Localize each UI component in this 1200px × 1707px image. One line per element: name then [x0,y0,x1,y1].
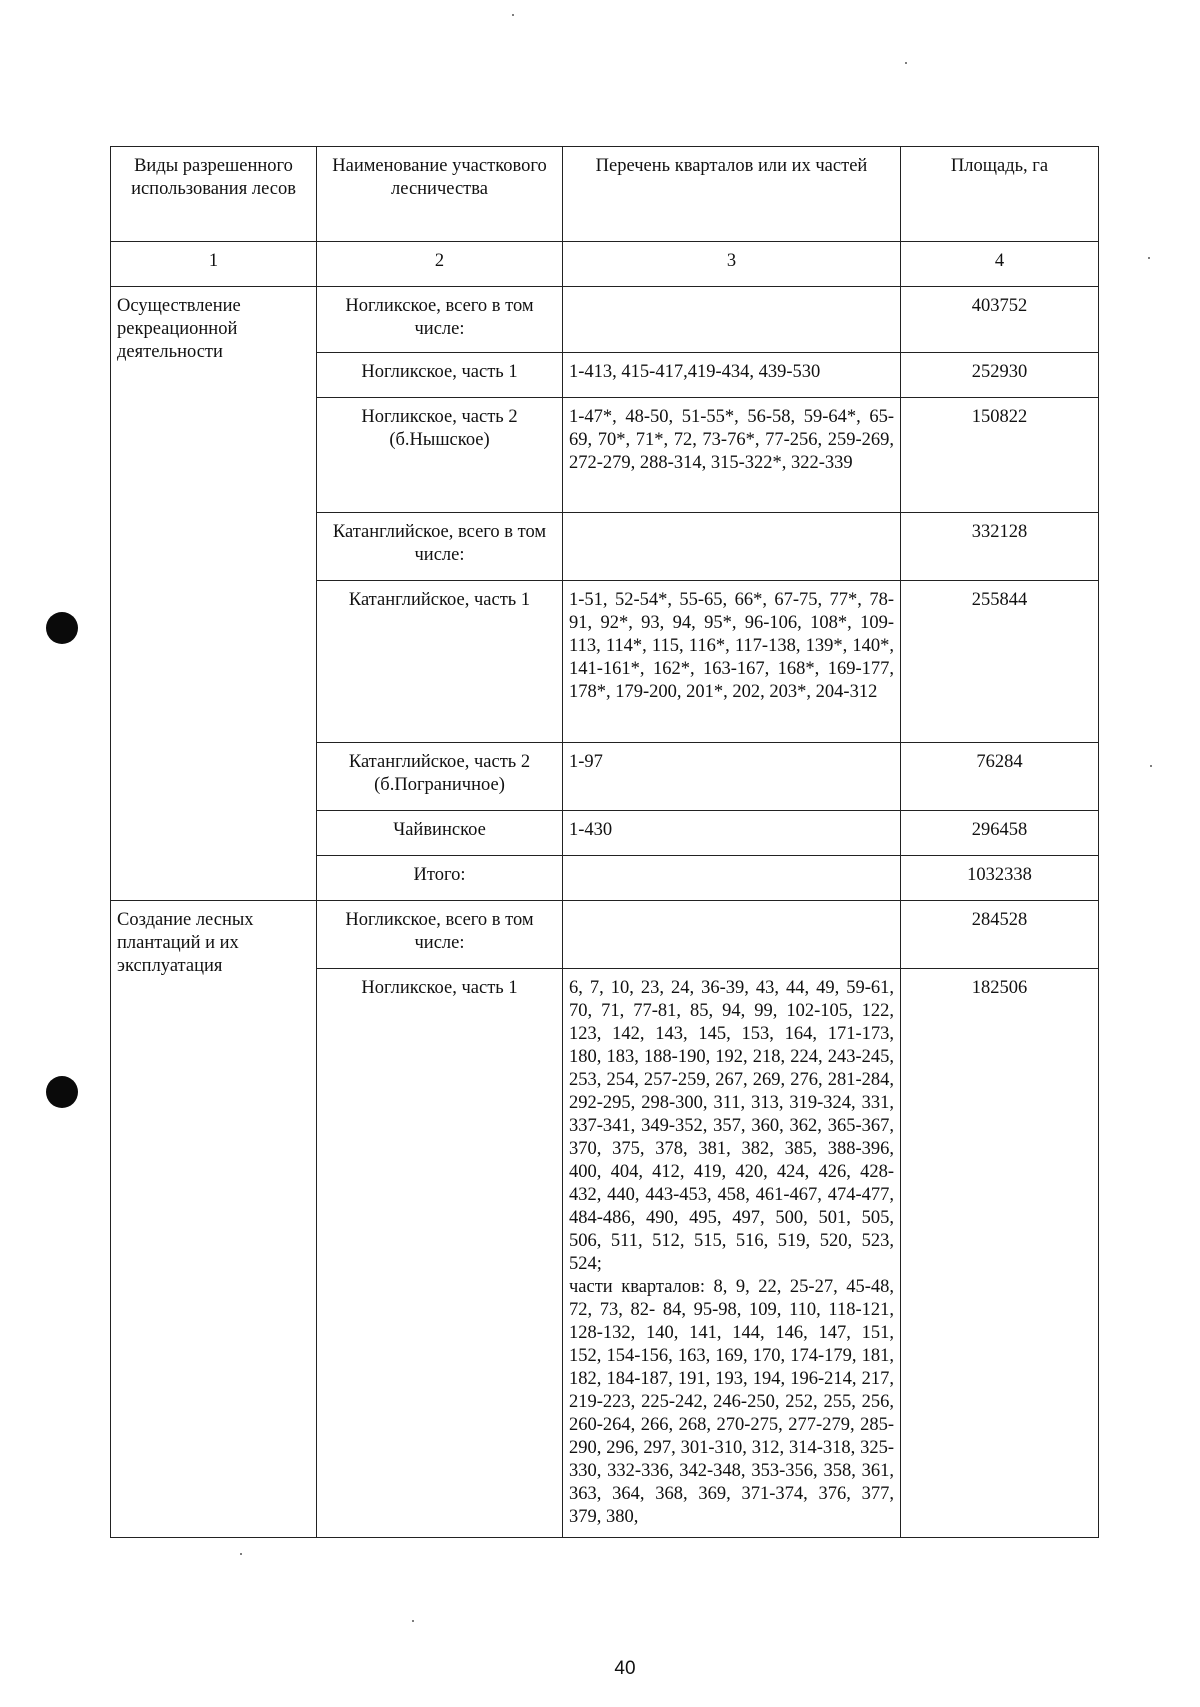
scan-speck [905,62,907,64]
use-type-plantations: Создание лесных плантаций и их эксплуатация [111,901,317,1538]
forestry-name: Катанглийское, часть 1 [317,581,563,743]
table-row [111,901,1099,969]
area-value: 332128 [901,513,1099,581]
quarters-list: 1-413, 415-417,419-434, 439-530 [563,353,901,398]
quarters-list: 1-51, 52-54*, 55-65, 66*, 67-75, 77*, 78-91, 92*, 93, 94, 95*, 96-106, 108*, 109-113, 114*, 115, 116*, 117-138, 139*, 140*, 141-161*, 162*, 163-167, 168*, 169-177, 178*, 179-200, 201*, 202, 203*, 204-312 [563,581,901,743]
area-value: 403752 [901,287,1099,353]
quarters-list: 1-97 [563,743,901,811]
forestry-name: Ногликское, всего в том числе: [317,287,563,353]
column-number: 4 [901,242,1099,287]
forestry-name: Ногликское, всего в том числе: [317,901,563,969]
forestry-name: Итого: [317,856,563,901]
header-use-types: Виды разрешенного использования лесов [111,147,317,242]
column-number: 3 [563,242,901,287]
forest-use-table [110,146,1099,1538]
header-area: Площадь, га [901,147,1099,242]
quarters-list [563,901,901,969]
quarters-list: 1-47*, 48-50, 51-55*, 56-58, 59-64*, 65-69, 70*, 71*, 72, 73-76*, 77-256, 259-269, 272-279, 288-314, 315-322*, 322-339 [563,398,901,513]
area-value: 1032338 [901,856,1099,901]
quarters-list [563,969,901,1538]
area-value: 284528 [901,901,1099,969]
use-type-recreation: Осуществление рекреационной деятельности [111,287,317,901]
page-number: 40 [614,1658,636,1679]
header-forestry-name: Наименование участкового лесничества [317,147,563,242]
column-number: 2 [317,242,563,287]
area-value: 255844 [901,581,1099,743]
forestry-name: Чайвинское [317,811,563,856]
forestry-name: Ногликское, часть 1 [317,969,563,1538]
quarters-list [563,513,901,581]
punch-hole-bottom [46,1076,78,1108]
column-number-row [111,242,1099,287]
quarters-list [563,287,901,353]
column-number: 1 [111,242,317,287]
area-value: 182506 [901,969,1099,1538]
header-quarters-list: Перечень кварталов или их частей [563,147,901,242]
area-value: 76284 [901,743,1099,811]
forestry-name: Ногликское, часть 1 [317,353,563,398]
area-value: 296458 [901,811,1099,856]
table-row [111,287,1099,353]
scan-speck [512,14,514,16]
punch-hole-top [46,612,78,644]
forestry-name: Катанглийское, всего в том числе: [317,513,563,581]
quarters-full: 6, 7, 10, 23, 24, 36-39, 43, 44, 49, 59-61, 70, 71, 77-81, 85, 94, 99, 102-105, 122, 123, 142, 143, 145, 153, 164, 171-173, 180, 183, 188-190, 192, 218, 224, 243-245, 253, 254, 257-259, 267, 269, 276, 281-284, 292-295, 298-300, 311, 313, 319-324, 331, 337-341, 349-352, 357, 360, 362, 365-367, 370, 375, 378, 381, 382, 385, 388-396, 400, 404, 412, 419, 420, 424, 426, 428-432, 440, 443-453, 458, 461-467, 474-477, 484-486, 490, 495, 497, 500, 501, 505, 506, 511, 512, 515, 516, 519, 520, 523, 524; [569,978,894,1274]
scan-speck [1148,257,1150,259]
quarters-list: 1-430 [563,811,901,856]
quarters-parts: части кварталов: 8, 9, 22, 25-27, 45-48, 72, 73, 82- 84, 95-98, 109, 110, 118-121, 128-132, 140, 141, 144, 146, 147, 151, 152, 154-156, 163, 169, 170, 174-179, 181, 182, 184-187, 191, 193, 194, 196-214, 217, 219-223, 225-242, 246-250, 252, 255, 256, 260-264, 266, 268, 270-275, 277-279, 285-290, 296, 297, 301-310, 312, 314-318, 325-330, 332-336, 342-348, 353-356, 358, 361, 363, 364, 368, 369, 371-374, 376, 377, 379, 380, [569,1277,894,1527]
scan-speck [240,1553,242,1555]
forestry-name: Катанглийское, часть 2 (б.Пограничное) [317,743,563,811]
forestry-name: Ногликское, часть 2 (б.Нышское) [317,398,563,513]
area-value: 252930 [901,353,1099,398]
quarters-list [563,856,901,901]
scan-speck [412,1620,414,1622]
area-value: 150822 [901,398,1099,513]
scan-speck [1150,765,1152,767]
table-header-row [111,147,1099,242]
